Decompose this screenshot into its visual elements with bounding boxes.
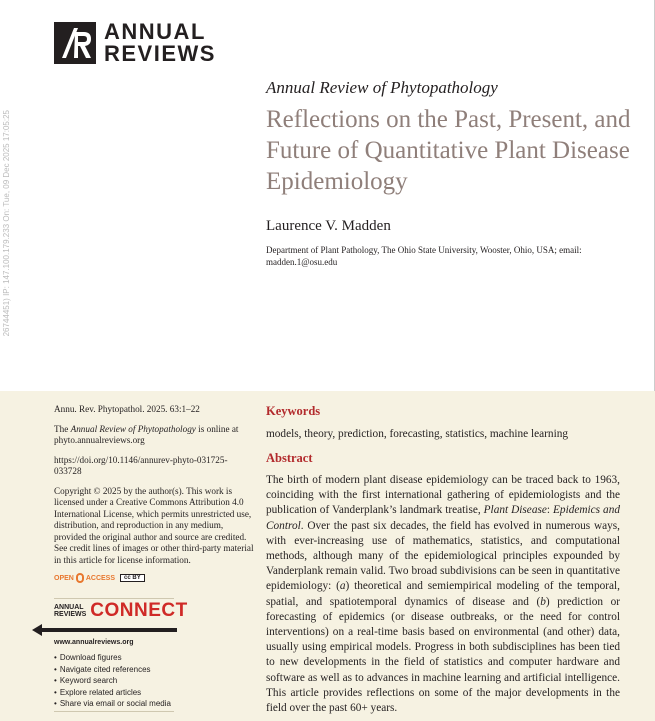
open-label: OPEN bbox=[54, 574, 74, 582]
article-sidebar bbox=[54, 404, 254, 574]
connect-arrow-bar bbox=[40, 628, 177, 632]
logo-line-1: ANNUAL bbox=[104, 19, 206, 44]
citation: Annu. Rev. Phytopathol. 2025. 63:1–22 bbox=[54, 404, 200, 414]
connect-features-list bbox=[54, 652, 177, 710]
open-lock-icon bbox=[76, 573, 84, 583]
book-title-b: Epidemics and Control bbox=[266, 504, 620, 532]
abstract-text bbox=[266, 473, 620, 716]
online-suffix[interactable]: is online at phyto.annualreviews.org bbox=[54, 423, 239, 445]
connect-feature-item: • Share via email or social media bbox=[54, 698, 177, 710]
download-watermark bbox=[0, 110, 14, 410]
access-label: ACCESS bbox=[85, 574, 116, 582]
connect-feature-item: • Navigate cited references bbox=[54, 664, 177, 676]
connect-word: CONNECT bbox=[90, 600, 188, 621]
abstract-heading: Abstract bbox=[266, 451, 313, 465]
connect-feature-item: • Keyword search bbox=[54, 675, 177, 687]
book-title-a: Plant Disease bbox=[483, 504, 547, 517]
abstract-part-1: The birth of modern plant disease epidemiology can be traced back to 1963, coinciding with the first international gathering of epidemiologists and the publication of Vanderplank’s landmark treatise, bbox=[266, 474, 620, 517]
journal-name: Annual Review of Phytopathology bbox=[266, 78, 498, 97]
annual-reviews-logo[interactable] bbox=[54, 21, 216, 65]
book-title-colon: : bbox=[546, 504, 554, 517]
abstract-part-4: ) prediction or forecasting of epidemics (or disease outbreaks, or the need for control interventions) on a real-time basis based on environmental (and other) data, usually using empirical models. Progress in both subdisciplines has been tied to new developments in the field of statistics and computer hardware and software as well as to advances in machine learning and artificial intelligence. This article provides reflections on some of the major developments in the field over the past 60+ years. bbox=[266, 595, 621, 715]
watermark-text: 26744451) IP: 147.100.179.233 On: Tue, 09 Dec 2025 17:05:25 bbox=[2, 110, 11, 337]
online-journal: Annual Review of Phytopathology bbox=[70, 423, 196, 434]
annual-reviews-connect[interactable] bbox=[32, 600, 188, 710]
abstract-label-b: b bbox=[540, 595, 546, 608]
connect-arrow-head bbox=[32, 624, 42, 636]
logo-line-2: REVIEWS bbox=[104, 41, 216, 66]
connect-arrow-icon bbox=[32, 624, 177, 636]
abstract-column bbox=[266, 404, 620, 716]
ar-logo-mark bbox=[54, 22, 96, 64]
connect-brand-line-2: REVIEWS bbox=[54, 611, 87, 618]
connect-brand bbox=[54, 604, 86, 618]
abstract-part-2: . Over the past six decades, the field has evolved in numerous ways, with ever-increasing use of mathematics, statistics, and computational methods, although many of the epidemiological principles expounded by Vanderplank remain valid. Two broad subdivisions can be seen in quantitative epidemiology: ( bbox=[266, 519, 620, 593]
connect-brand-line-1: ANNUAL bbox=[54, 604, 84, 611]
article-title: Reflections on the Past, Present, and Future of Quantitative Plant Disease Epidemiology bbox=[266, 106, 631, 195]
connect-feature-item: • Download figures bbox=[54, 652, 177, 664]
connect-top-divider bbox=[54, 598, 174, 599]
connect-feature-item: • Explore related articles bbox=[54, 687, 177, 699]
open-access-badge[interactable] bbox=[54, 573, 145, 583]
doi-link[interactable]: https://doi.org/10.1146/annurev-phyto-031725-033728 bbox=[54, 454, 228, 476]
logo-wordmark bbox=[104, 21, 216, 65]
keywords-list: models, theory, prediction, forecasting, statistics, machine learning bbox=[266, 428, 568, 440]
ar-logo-icon bbox=[54, 22, 96, 64]
online-prefix: The bbox=[54, 423, 71, 434]
online-note bbox=[54, 424, 254, 447]
cc-by-badge[interactable]: cc BY bbox=[120, 574, 145, 582]
connect-url[interactable]: www.annualreviews.org bbox=[54, 639, 134, 646]
author-affiliation: Department of Plant Pathology, The Ohio State University, Wooster, Ohio, USA; email: madden.1@osu.edu bbox=[266, 245, 582, 267]
author-name: Laurence V. Madden bbox=[266, 218, 391, 234]
connect-header bbox=[54, 600, 188, 622]
keywords-heading: Keywords bbox=[266, 404, 321, 418]
connect-bottom-divider bbox=[54, 711, 174, 712]
abstract-label-a: a bbox=[339, 580, 346, 593]
copyright-notice: Copyright © 2025 by the author(s). This work is licensed under a Creative Commons Attribution 4.0 International License, which permits unrestricted use, distribution, and reproduction in any medium, provided the original author and source are credited. See credit lines of images or other third-party material in this article for license information. bbox=[54, 485, 254, 565]
abstract-part-3: ) theoretical and semiempirical modeling of the temporal, spatial, and spatiotemporal dynamics of disease and ( bbox=[266, 580, 620, 608]
